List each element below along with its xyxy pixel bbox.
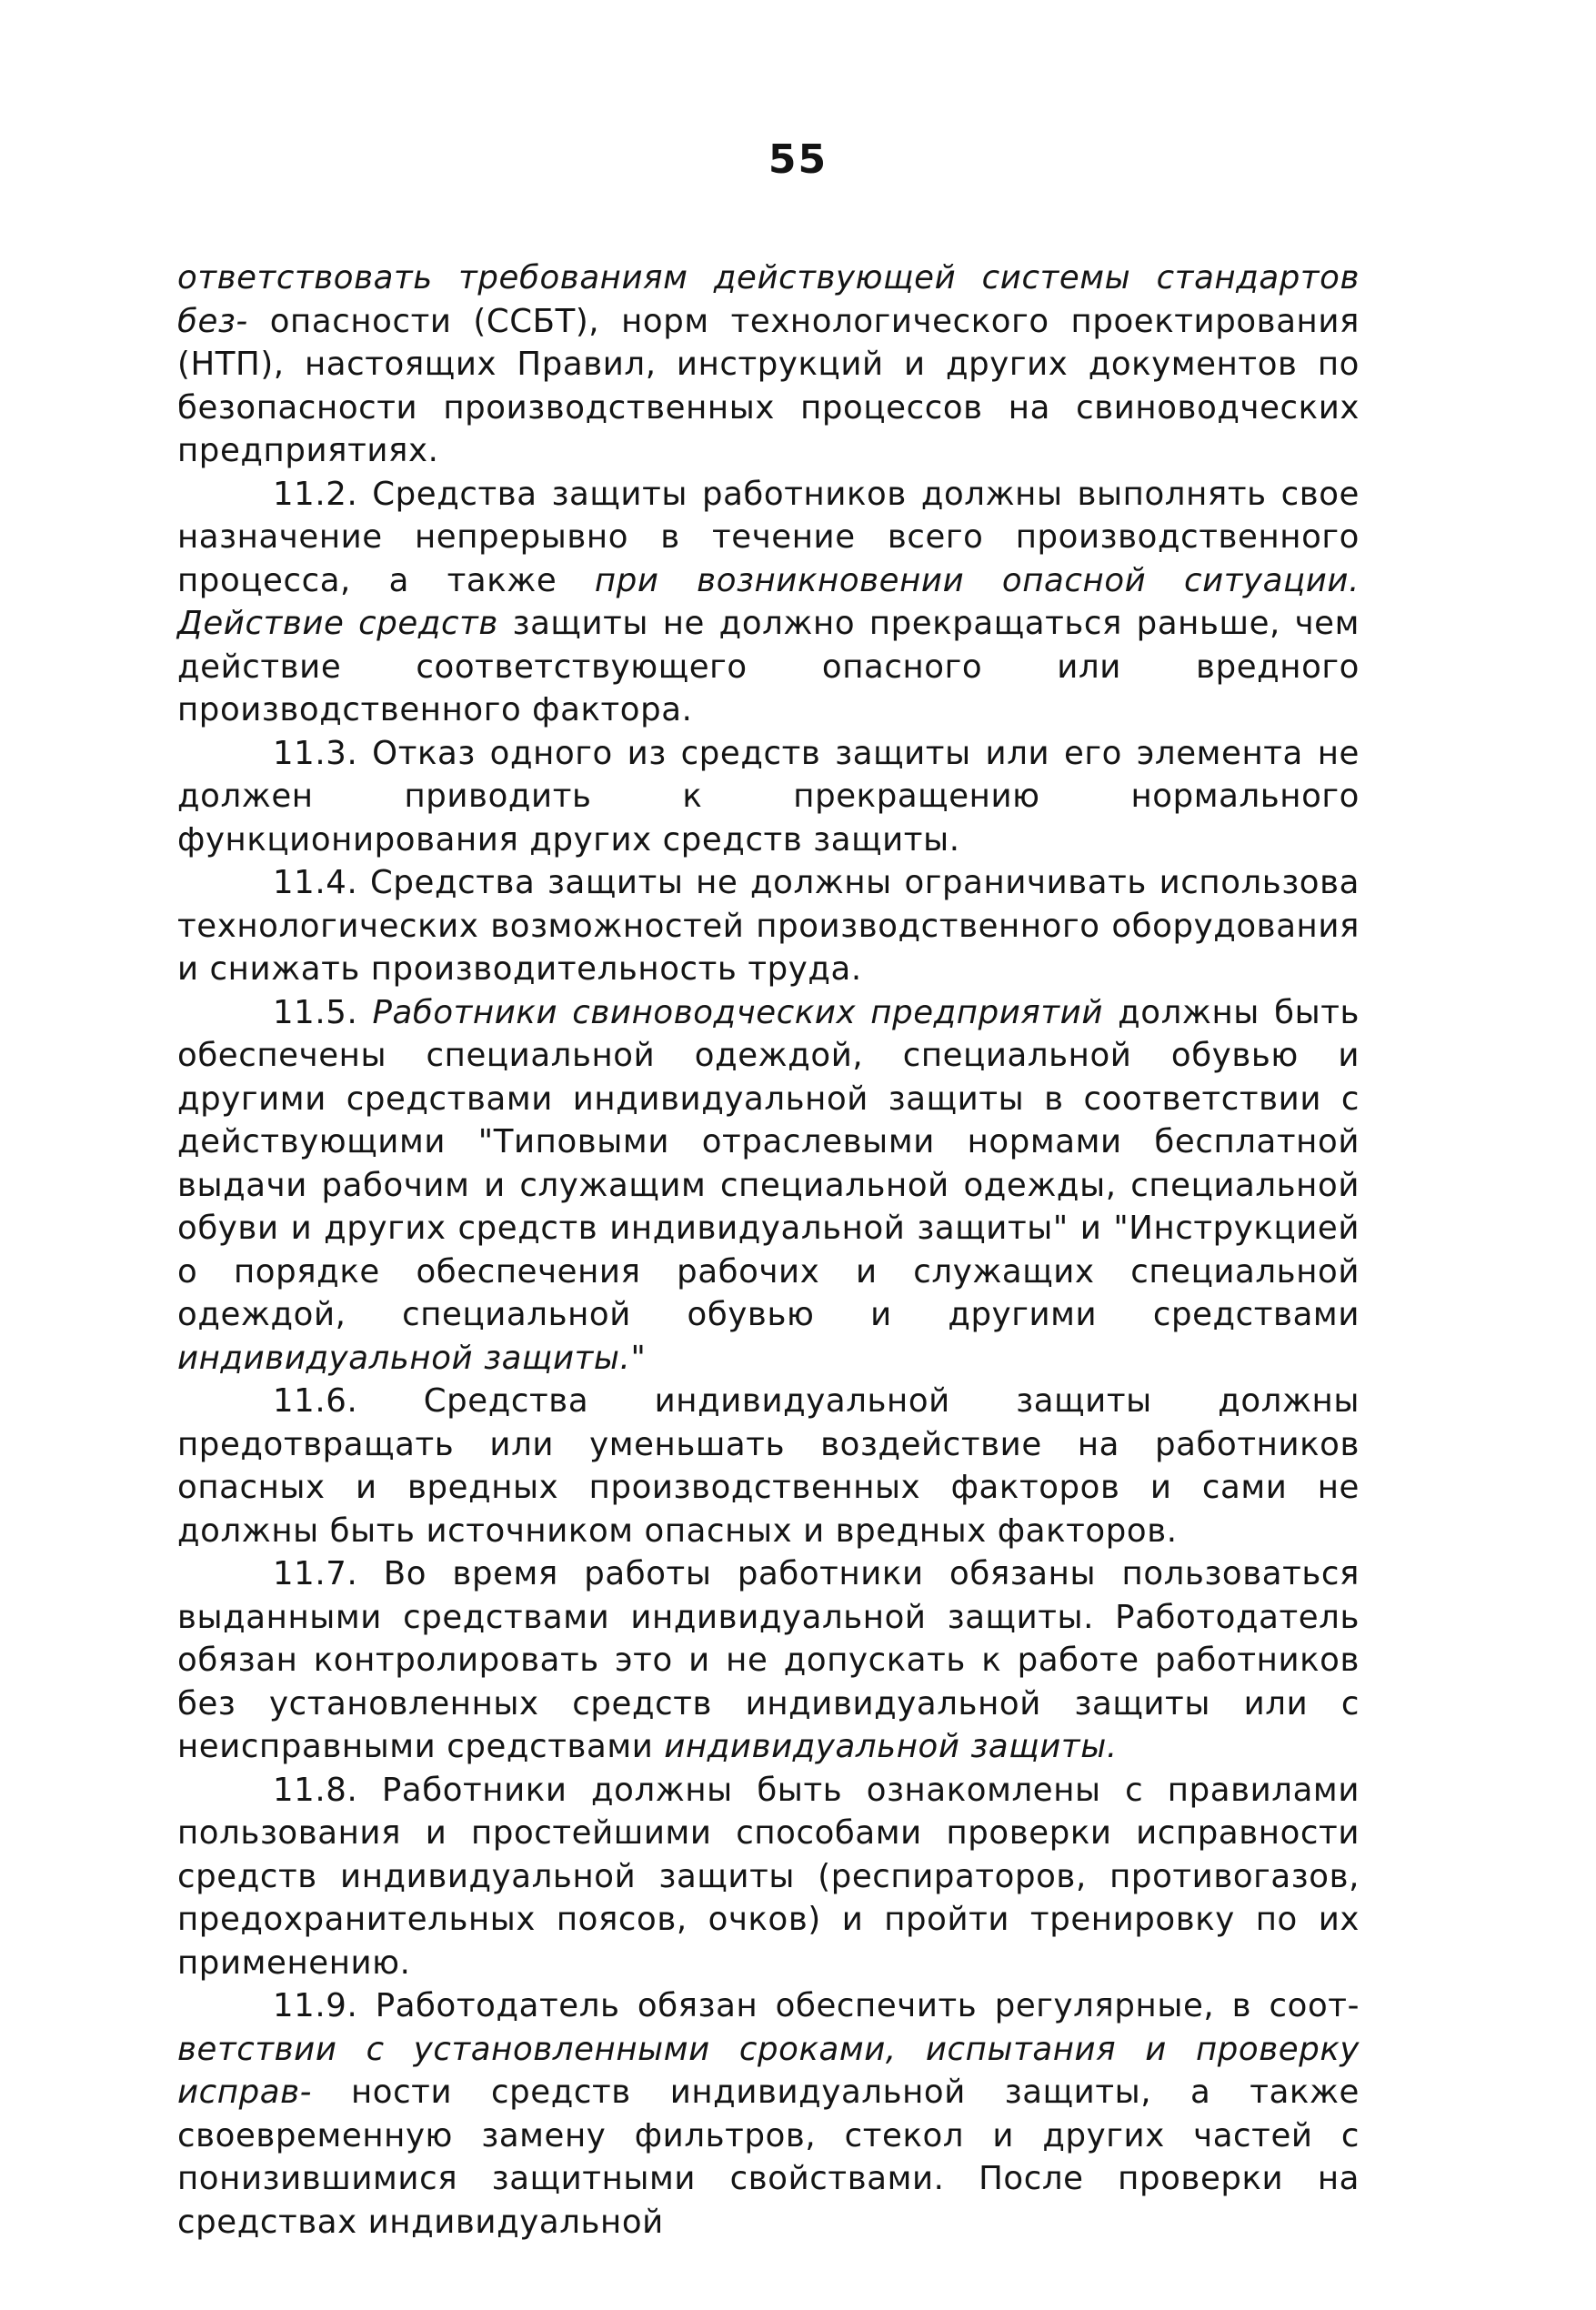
paragraph-11-7 <box>177 1552 1360 1769</box>
paragraph-continuation <box>177 256 1360 473</box>
text-fragment: 11.2. Средства защиты работников должны выполнять свое назначение непрерывно в течение всего производственного процесса, а также <box>177 475 1360 599</box>
paragraph-11-5 <box>177 991 1360 1381</box>
text-fragment: опасности (ССБТ), норм технологического проектирования (НТП), настоящих Правил, инструкций и других документов по безопасности производственных процессов на свиноводческих предприятиях. <box>177 302 1360 469</box>
text-fragment: 11.5. <box>273 993 373 1031</box>
paragraph-11-2 <box>177 473 1360 732</box>
paragraph-11-9 <box>177 1984 1360 2244</box>
page-number: 55 <box>768 136 828 183</box>
text-fragment: ности средств индивидуальной защиты, а также своевременную замену фильтров, стекол и других частей с понизившимися защитными свойствами. После проверки на средствах индивидуальной <box>177 2074 1360 2241</box>
italic-fragment: индивидуальной защиты. <box>664 1728 1118 1765</box>
text-fragment: 11.7. Во время работы работники обязаны пользоваться выданными средствами индивидуальной защиты. Работодатель обязан контролировать это и не допускать к работе работников без установленных средств индивидуальной защиты или с неисправными средствами <box>177 1555 1360 1765</box>
paragraph-11-4: 11.4. Средства защиты не должны ограничивать использова технологических возможностей производственного оборудования и снижать производительность труда. <box>177 864 1360 988</box>
italic-fragment: ответствовать требованиям действующей системы стандартов без- <box>177 259 1360 340</box>
paragraph-11-6: 11.6. Средства индивидуальной защиты должны предотвращать или уменьшать воздействие на работников опасных и вредных производственных факторов и сами не должны быть источником опасных и вредных факторов. <box>177 1382 1360 1550</box>
text-fragment: " <box>630 1339 647 1377</box>
text-fragment: защиты не должно прекращаться раньше, чем действие соответствующего опасного или вредного производственного фактора. <box>177 605 1360 728</box>
paragraph-11-3: 11.3. Отказ одного из средств защиты или его элемента не должен приводить к прекращению нормального функционирования других средств защиты. <box>177 734 1360 859</box>
text-fragment: должны быть обеспечены специальной одеждой, специальной обувью и другими средствами индивидуальной защиты в соответствии с действующими "Типовыми отраслевыми нормами бесплатной выдачи рабочим и служащим специальной одежды, специальной обуви и других средств индивидуальной защиты" и "Инструкцией о порядке обеспечения рабочих и служащих специальной одеждой, специальной обувью и другими средствами <box>177 993 1360 1333</box>
italic-fragment: индивидуальной защиты. <box>177 1339 631 1377</box>
document-body <box>177 256 1360 2244</box>
paragraph-11-8: 11.8. Работники должны быть ознакомлены с правилами пользования и простейшими способами проверки исправности средств индивидуальной защиты (респираторов, противогазов, предохранительных поясов, очков) и пройти тренировку по их применению. <box>177 1771 1360 1982</box>
italic-fragment: при возникновении опасной ситуации. Действие средств <box>177 561 1360 642</box>
italic-fragment: Работники свиноводческих предприятий <box>372 993 1104 1031</box>
italic-fragment: ветствии с установленными сроками, испытания и проверку исправ- <box>177 2030 1360 2111</box>
text-fragment: 11.9. Работодатель обязан обеспечить регулярные, в соот- <box>273 1987 1360 2024</box>
